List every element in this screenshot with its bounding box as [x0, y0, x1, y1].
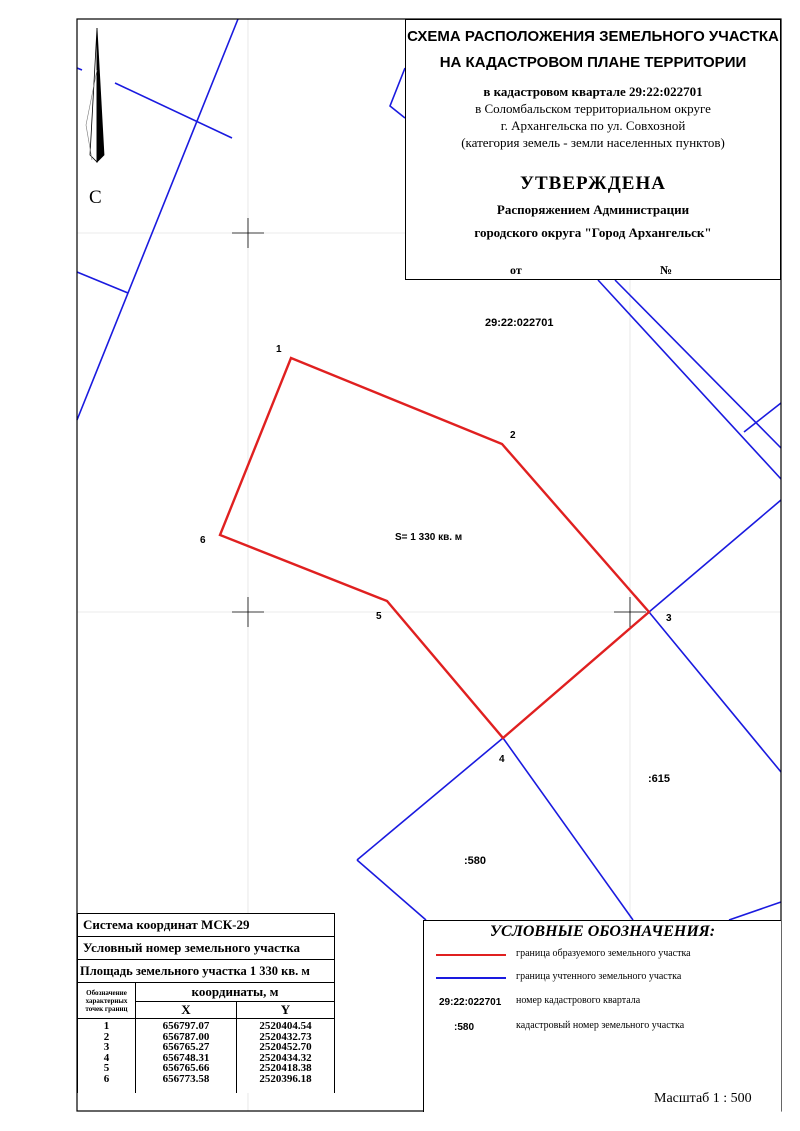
approved-by-2: городского округа "Город Архангельск": [474, 225, 712, 240]
table-row-5-x: 656765.66: [162, 1062, 210, 1075]
scale-label: Масштаб 1 : 500: [654, 1091, 752, 1106]
point-label-6: 6: [200, 535, 206, 546]
legend-red-text: граница образуемого земельного участка: [516, 948, 691, 959]
col-x: X: [136, 1002, 237, 1019]
table-row-2-x: 656787.00: [162, 1030, 210, 1043]
parcel-area: Площадь земельного участка 1 330 кв. м: [78, 960, 335, 983]
area-label: S= 1 330 кв. м: [395, 532, 463, 543]
x-values-cell: [136, 1019, 237, 1094]
point-label-2: 2: [510, 430, 516, 441]
legend-parcel-text: кадастровый номер земельного участка: [516, 1020, 685, 1031]
table-row-1-x: 656797.07: [162, 1020, 210, 1032]
table-row-4-id: 4: [103, 1051, 110, 1064]
col-y: Y: [237, 1002, 335, 1019]
approved-heading: УТВЕРЖДЕНА: [520, 173, 666, 194]
table-row-6-y: 2520396.18: [259, 1072, 312, 1085]
number-label: №: [660, 263, 673, 277]
table-row-2-id: 2: [103, 1030, 110, 1043]
coord-system: Система координат МСК-29: [78, 914, 335, 937]
point-label-1: 1: [276, 344, 282, 355]
legend-parcel-code: :580: [454, 1022, 475, 1033]
table-row-4-x: 656748.31: [162, 1051, 210, 1064]
north-label: С: [89, 187, 102, 208]
point-ids-cell: [78, 1019, 136, 1094]
point-label-4: 4: [499, 754, 505, 765]
new-parcel-boundary: [220, 358, 649, 738]
y-values-cell: [237, 1019, 335, 1094]
coordinates-table: [77, 913, 335, 1093]
legend-quarter-text: номер кадастрового квартала: [516, 995, 641, 1006]
conditional-number: Условный номер земельного участка: [78, 937, 335, 960]
north-arrow-icon: [86, 28, 104, 162]
table-row-2-y: 2520432.73: [259, 1030, 312, 1043]
table-row-6-id: 6: [103, 1072, 110, 1085]
title-block: [405, 19, 781, 280]
legend: [423, 920, 781, 1112]
table-row-3-id: 3: [103, 1041, 110, 1054]
table-row-3-y: 2520452.70: [259, 1041, 312, 1054]
table-row-3-x: 656765.27: [162, 1041, 210, 1054]
table-row-6-x: 656773.58: [162, 1072, 210, 1085]
title-location-1: в Соломбальском территориальном округе: [475, 101, 711, 116]
title-quarter: в кадастровом квартале 29:22:022701: [483, 84, 703, 99]
table-row-5-id: 5: [103, 1062, 110, 1075]
title-location-2: г. Архангельска по ул. Совхозной: [500, 118, 686, 133]
col-coordinates: координаты, м: [136, 983, 335, 1002]
table-row-1-y: 2520404.54: [259, 1020, 312, 1032]
table-row-4-y: 2520434.32: [259, 1051, 312, 1064]
parcel-label-580: :580: [464, 855, 487, 867]
quarter-label: 29:22:022701: [485, 317, 554, 329]
table-row-5-y: 2520418.38: [259, 1062, 312, 1075]
point-label-3: 3: [666, 613, 672, 624]
date-label: от: [510, 263, 522, 277]
title-category: (категория земель - земли населенных пунктов): [461, 135, 725, 150]
title-line-1: СХЕМА РАСПОЛОЖЕНИЯ ЗЕМЕЛЬНОГО УЧАСТКА: [407, 28, 779, 45]
col-designation: Обозначение характерных точек границ: [78, 983, 136, 1019]
legend-red-line-icon: [436, 954, 506, 956]
legend-blue-line-icon: [436, 977, 506, 979]
legend-blue-text: граница учтенного земельного участка: [516, 971, 682, 982]
approved-by-1: Распоряжением Администрации: [496, 202, 690, 217]
title-line-2: НА КАДАСТРОВОМ ПЛАНЕ ТЕРРИТОРИИ: [439, 54, 747, 71]
parcel-label-615: :615: [648, 773, 671, 785]
point-label-5: 5: [376, 611, 382, 622]
legend-title: УСЛОВНЫЕ ОБОЗНАЧЕНИЯ:: [489, 923, 716, 940]
table-row-1-id: 1: [103, 1020, 110, 1032]
legend-quarter-code: 29:22:022701: [439, 997, 502, 1008]
